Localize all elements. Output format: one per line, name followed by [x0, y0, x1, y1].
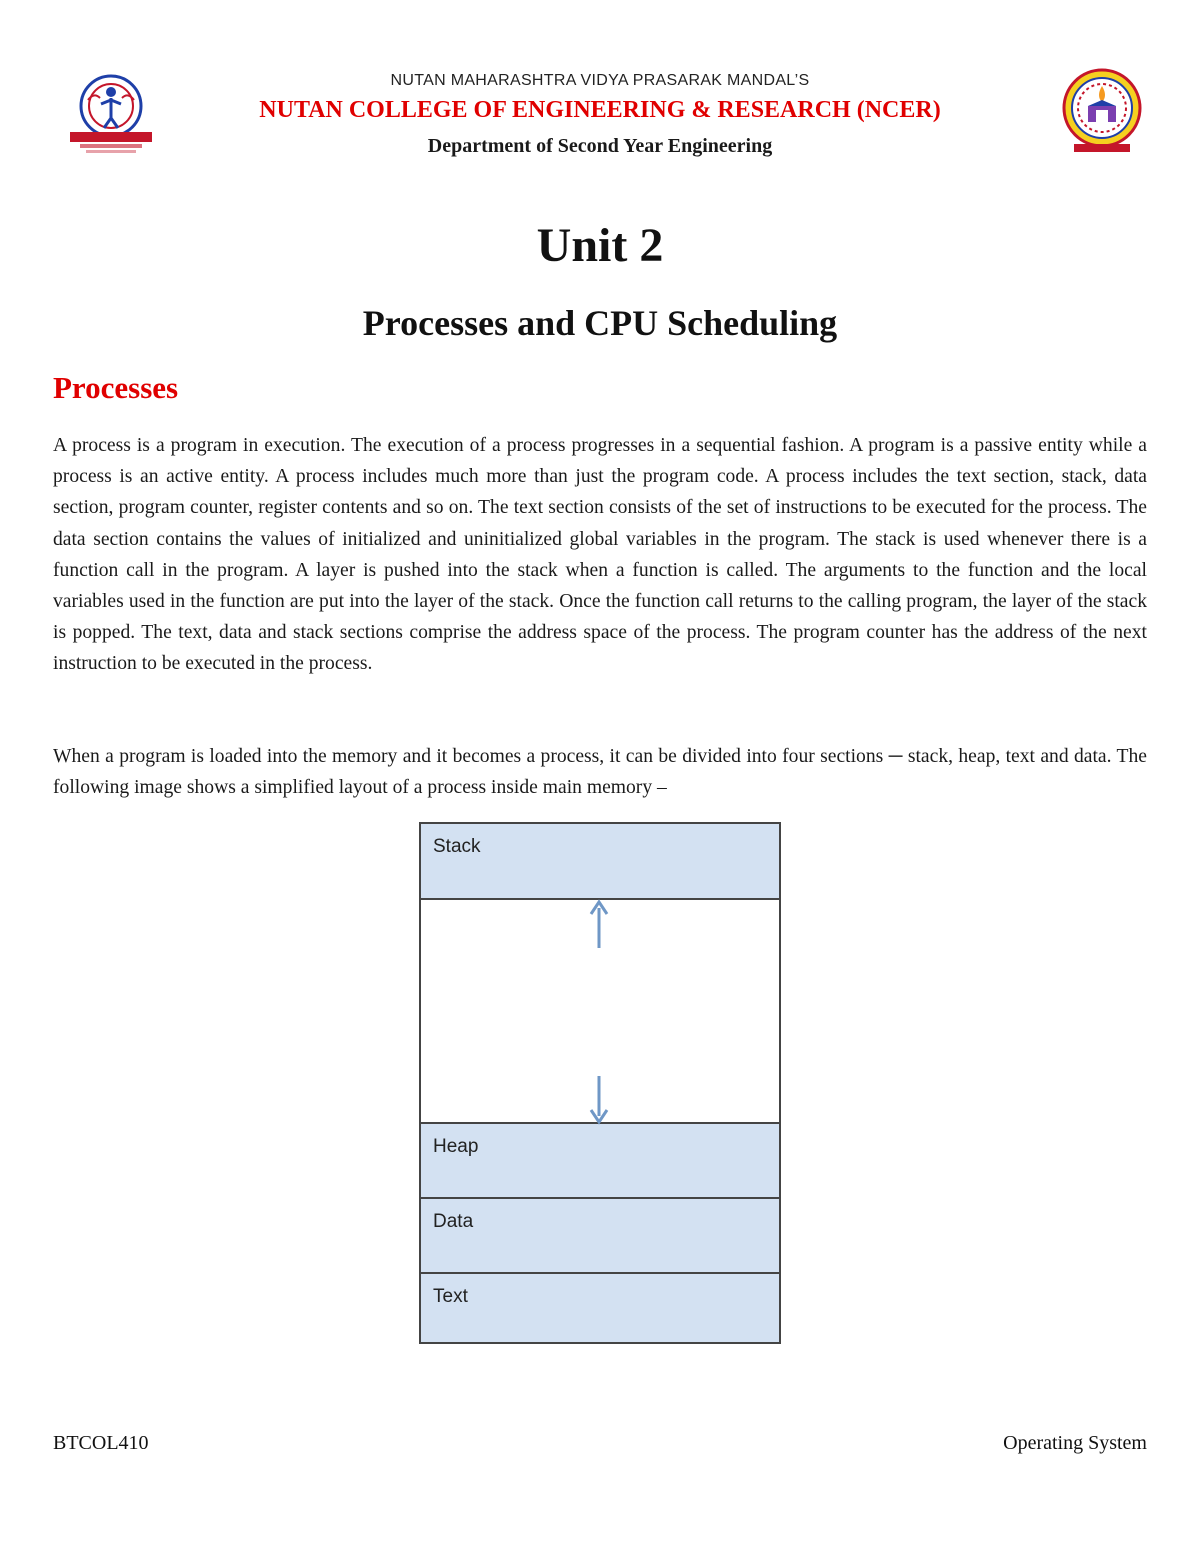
- paragraph-process-definition: A process is a program in execution. The execution of a process progresses in a sequential fashion. A program is a passive entity while a process is an active entity. A process includes much more than just the program code. A process includes the text section, stack, data section, program counter, register contents and so on. The text section consists of the set of instructions to be executed for the process. The data section contains the values of initialized and uninitialized global variables in the program. The stack is used whenever there is a function call in the program. A layer is pushed into the stack when a function is called. The arguments to the function and the local variables used in the function are put into the layer of the stack. Once the function call returns to the calling program, the layer of the stack is popped. The text, data and stack sections comprise the address space of the process. The program counter has the address of the next instruction to be executed in the process.: [53, 435, 1147, 675]
- college-logo-right: [1060, 68, 1144, 156]
- data-label: Data: [433, 1211, 474, 1232]
- unit-subtitle: Processes and CPU Scheduling: [362, 303, 838, 343]
- growth-arrows: [421, 824, 779, 1342]
- department-name: Department of Second Year Engineering: [427, 135, 773, 157]
- stack-label: Stack: [433, 836, 481, 857]
- college-name: NUTAN COLLEGE OF ENGINEERING & RESEARCH (NCER): [259, 97, 941, 123]
- paragraph-memory-layout: When a program is loaded into the memory and it becomes a process, it can be divided into four sections ─ stack, heap, text and data. The following image shows a simplified layout of a process inside main memory –: [53, 746, 1147, 799]
- footer-course-name: Operating System: [1003, 1432, 1147, 1454]
- unit-title: Unit 2: [536, 219, 664, 272]
- process-memory-diagram: [419, 822, 781, 1344]
- footer-course-code: BTCOL410: [53, 1432, 149, 1454]
- up-arrow-icon: [591, 902, 607, 948]
- text-label: Text: [433, 1286, 468, 1307]
- down-arrow-icon: [591, 1076, 607, 1122]
- org-name: NUTAN MAHARASHTRA VIDYA PRASARAK MANDAL’S: [390, 72, 810, 89]
- page-header: [0, 0, 1200, 170]
- heap-label: Heap: [433, 1136, 479, 1157]
- section-heading: Processes: [53, 370, 179, 405]
